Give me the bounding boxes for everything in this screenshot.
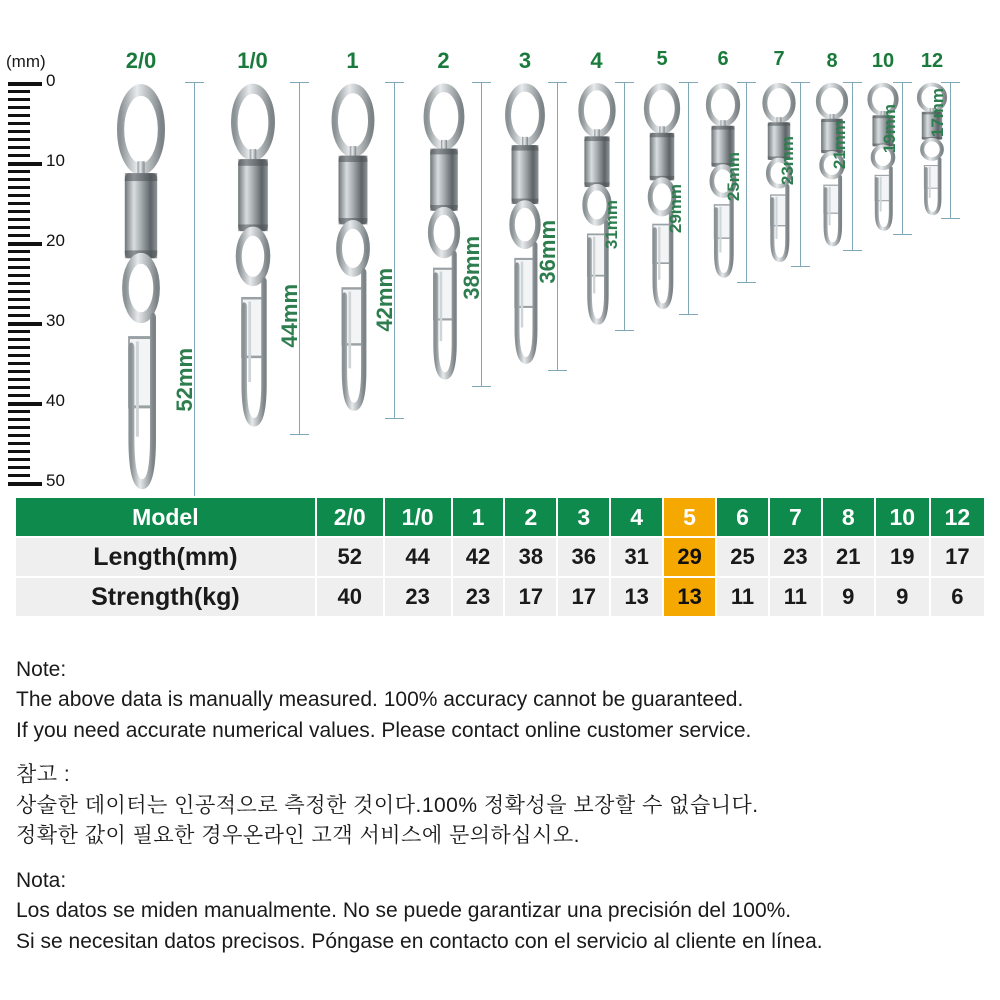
dimension-cap	[290, 82, 309, 83]
ruler-tick-minor	[8, 330, 30, 333]
note-en-title: Note:	[16, 658, 67, 681]
unit-label: (mm)	[6, 52, 46, 71]
dimension-cap	[472, 82, 491, 83]
dimension-cap	[893, 82, 912, 83]
swivel-model-label: 2/0	[125, 48, 157, 73]
swivel-model-label: 4	[590, 48, 603, 73]
swivel-graphic	[225, 82, 280, 439]
ruler-tick-minor	[8, 378, 30, 381]
ruler-number: 10	[46, 151, 65, 170]
length-cell: 52	[316, 537, 384, 577]
table-body	[15, 537, 985, 617]
length-cell: 36	[557, 537, 610, 577]
ruler-tick-minor	[8, 218, 30, 221]
swivel-column	[806, 0, 858, 492]
length-cell: 25	[716, 537, 769, 577]
length-cell: 23	[769, 537, 822, 577]
dimension-cap	[791, 82, 810, 83]
ruler-tick-minor	[8, 362, 30, 365]
length-cell: 21	[822, 537, 875, 577]
ruler-tick-minor	[8, 298, 30, 301]
ruler-tick-major	[8, 402, 42, 406]
model-header-cell: 3	[557, 497, 610, 537]
row-label-model: Model	[15, 497, 316, 537]
ruler-tick-minor	[8, 170, 30, 173]
row-label-strength: Strength(kg)	[15, 577, 316, 617]
ruler-tick-minor	[8, 226, 30, 229]
dimension-text: 52mm	[172, 348, 197, 412]
length-cell: 42	[452, 537, 505, 577]
swivel-size-diagram	[0, 0, 1000, 492]
spec-table	[14, 496, 986, 618]
table-row-model	[15, 497, 985, 537]
model-header-cell: 1	[452, 497, 505, 537]
ruler-number: 0	[46, 71, 56, 90]
note-spanish	[16, 866, 991, 957]
ruler-tick-minor	[8, 234, 30, 237]
strength-cell: 13	[610, 577, 663, 617]
swivel-model-label: 10	[871, 50, 895, 72]
note-en-line1: The above data is manually measured. 100% accuracy cannot be guaranteed.	[16, 688, 744, 712]
dimension-line	[624, 82, 625, 330]
strength-cell: 23	[452, 577, 505, 617]
ruler-tick-minor	[8, 178, 30, 181]
dimension-cap	[472, 386, 491, 387]
note-ko-line2: 정확한 값이 필요한 경우온라인 고객 서비스에 문의하십시오.	[16, 824, 580, 848]
notes-section	[16, 655, 991, 971]
model-header-cell: 2	[504, 497, 557, 537]
table-row-strength	[15, 577, 985, 617]
swivel-column	[200, 0, 305, 492]
dimension-line	[800, 82, 801, 266]
model-header-cell: 1/0	[384, 497, 452, 537]
dimension-cap	[893, 234, 912, 235]
dimension-cap	[615, 82, 634, 83]
strength-cell: 23	[384, 577, 452, 617]
model-header-cell: 10	[875, 497, 930, 537]
dimension-line	[852, 82, 853, 250]
swivel-column	[908, 0, 956, 492]
ruler-tick-minor	[8, 458, 30, 461]
dimension-text: 17mm	[928, 88, 947, 138]
note-es-line2: Si se necesitan datos precisos. Póngase en contacto con el servicio al cliente en línea.	[16, 929, 823, 953]
dimension-line	[746, 82, 747, 282]
dimension-cap	[737, 82, 756, 83]
ruler-tick-minor	[8, 186, 30, 189]
table-row-length	[15, 537, 985, 577]
ruler-tick-minor	[8, 442, 30, 445]
dimension-cap	[185, 82, 204, 83]
note-en-line2: If you need accurate numerical values. Please contact online customer service.	[16, 718, 752, 742]
dimension-cap	[385, 418, 404, 419]
dimension-line	[902, 82, 903, 234]
dimension-text: 29mm	[666, 184, 685, 234]
dimension-cap	[548, 370, 567, 371]
ruler-tick-minor	[8, 210, 30, 213]
swivel-graphic	[326, 82, 380, 423]
strength-cell: 17	[557, 577, 610, 617]
ruler-tick-minor	[8, 418, 30, 421]
model-header-cell: 6	[716, 497, 769, 537]
dimension-text: 42mm	[372, 268, 397, 332]
ruler-tick-minor	[8, 386, 30, 389]
ruler-tick-minor	[8, 410, 30, 413]
swivel-model-label: 5	[656, 48, 668, 70]
dimension-text: 23mm	[778, 136, 797, 186]
ruler	[8, 71, 80, 490]
swivel-column	[694, 0, 752, 492]
strength-cell: 11	[769, 577, 822, 617]
dimension-line	[688, 82, 689, 314]
ruler-tick-minor	[8, 346, 30, 349]
swivel-model-label: 7	[773, 48, 785, 70]
strength-cell: 6	[930, 577, 985, 617]
ruler-tick-minor	[8, 450, 30, 453]
ruler-tick-minor	[8, 138, 30, 141]
dimension-line	[194, 82, 195, 498]
length-cell: 38	[504, 537, 557, 577]
ruler-tick-minor	[8, 426, 30, 429]
ruler-tick-minor	[8, 258, 30, 261]
ruler-tick-minor	[8, 338, 30, 341]
ruler-tick-minor	[8, 466, 30, 469]
ruler-tick-minor	[8, 90, 30, 93]
swivel-model-label: 1	[346, 48, 359, 73]
ruler-tick-minor	[8, 370, 30, 373]
ruler-tick-major	[8, 82, 42, 86]
model-header-cell: 7	[769, 497, 822, 537]
swivel-illustration	[225, 82, 280, 434]
dimension-text: 19mm	[880, 104, 899, 154]
ruler-tick-minor	[8, 122, 30, 125]
model-header-cell: 4	[610, 497, 663, 537]
ruler-tick-minor	[8, 474, 30, 477]
ruler-tick-major	[8, 162, 42, 166]
ruler-tick-major	[8, 482, 42, 486]
row-label-length: Length(mm)	[15, 537, 316, 577]
ruler-tick-major	[8, 242, 42, 246]
model-header-cell: 2/0	[316, 497, 384, 537]
ruler-tick-minor	[8, 130, 30, 133]
ruler-tick-minor	[8, 290, 30, 293]
swivel-model-label: 8	[826, 50, 838, 72]
ruler-tick-minor	[8, 154, 30, 157]
dimension-cap	[737, 282, 756, 283]
dimension-cap	[548, 82, 567, 83]
note-english	[16, 655, 991, 746]
dimension-line	[299, 82, 300, 434]
length-cell: 29	[663, 537, 716, 577]
swivel-column	[858, 0, 908, 492]
ruler-tick-minor	[8, 202, 30, 205]
swivel-illustration	[111, 82, 171, 498]
ruler-tick-minor	[8, 146, 30, 149]
ruler-tick-minor	[8, 434, 30, 437]
strength-cell: 11	[716, 577, 769, 617]
note-ko-title: 참고 :	[16, 763, 71, 787]
dimension-cap	[679, 82, 698, 83]
dimension-cap	[843, 250, 862, 251]
ruler-number: 20	[46, 231, 65, 250]
ruler-tick-minor	[8, 354, 30, 357]
swivel-graphic	[111, 82, 171, 503]
length-cell: 17	[930, 537, 985, 577]
dimension-text: 38mm	[459, 236, 484, 300]
swivel-model-label: 1/0	[237, 48, 268, 73]
dimension-text: 25mm	[724, 152, 743, 202]
ruler-number: 40	[46, 391, 65, 410]
dimension-cap	[941, 82, 960, 83]
note-korean	[16, 760, 991, 851]
ruler-number: 30	[46, 311, 65, 330]
dimension-line	[950, 82, 951, 218]
dimension-cap	[385, 82, 404, 83]
note-es-title: Nota:	[16, 868, 67, 892]
ruler-tick-minor	[8, 282, 30, 285]
strength-cell: 13	[663, 577, 716, 617]
dimension-text: 44mm	[277, 284, 302, 348]
swivel-model-label: 3	[518, 48, 532, 73]
ruler-tick-minor	[8, 266, 30, 269]
strength-cell: 9	[875, 577, 930, 617]
ruler-number: 50	[46, 471, 65, 490]
swivel-model-label: 6	[717, 48, 729, 70]
note-es-line1: Los datos se miden manualmente. No se puede garantizar una precisión del 100%.	[16, 899, 792, 923]
strength-cell: 9	[822, 577, 875, 617]
swivel-column	[630, 0, 694, 492]
strength-cell: 17	[504, 577, 557, 617]
length-cell: 19	[875, 537, 930, 577]
swivel-column	[82, 0, 200, 492]
length-cell: 31	[610, 537, 663, 577]
dimension-cap	[843, 82, 862, 83]
dimension-text: 21mm	[830, 120, 849, 170]
ruler-tick-major	[8, 322, 42, 326]
ruler-tick-minor	[8, 314, 30, 317]
length-cell: 44	[384, 537, 452, 577]
swivel-model-label: 12	[920, 50, 944, 72]
swivel-illustration	[326, 82, 380, 418]
ruler-tick-minor	[8, 114, 30, 117]
ruler-tick-minor	[8, 98, 30, 101]
dimension-cap	[679, 314, 698, 315]
dimension-cap	[941, 218, 960, 219]
dimension-text: 31mm	[602, 200, 621, 250]
swivel-illustration	[418, 82, 469, 386]
ruler-tick-minor	[8, 106, 30, 109]
dimension-cap	[290, 434, 309, 435]
model-header-cell: 5	[663, 497, 716, 537]
ruler-tick-minor	[8, 394, 30, 397]
dimension-cap	[791, 266, 810, 267]
dimension-line	[481, 82, 482, 386]
swivel-column	[752, 0, 806, 492]
ruler-tick-minor	[8, 274, 30, 277]
swivel-model-label: 2	[437, 48, 450, 73]
note-ko-line1: 상술한 데이터는 인공적으로 측정한 것이다.100% 정확성을 보장할 수 없습니다.	[16, 793, 759, 817]
dimension-cap	[615, 330, 634, 331]
strength-cell: 40	[316, 577, 384, 617]
model-header-cell: 12	[930, 497, 985, 537]
dimension-text: 36mm	[535, 220, 560, 284]
ruler-tick-minor	[8, 306, 30, 309]
ruler-tick-minor	[8, 194, 30, 197]
ruler-tick-minor	[8, 250, 30, 253]
dimension-line	[394, 82, 395, 418]
model-header-cell: 8	[822, 497, 875, 537]
table-header	[15, 497, 985, 537]
